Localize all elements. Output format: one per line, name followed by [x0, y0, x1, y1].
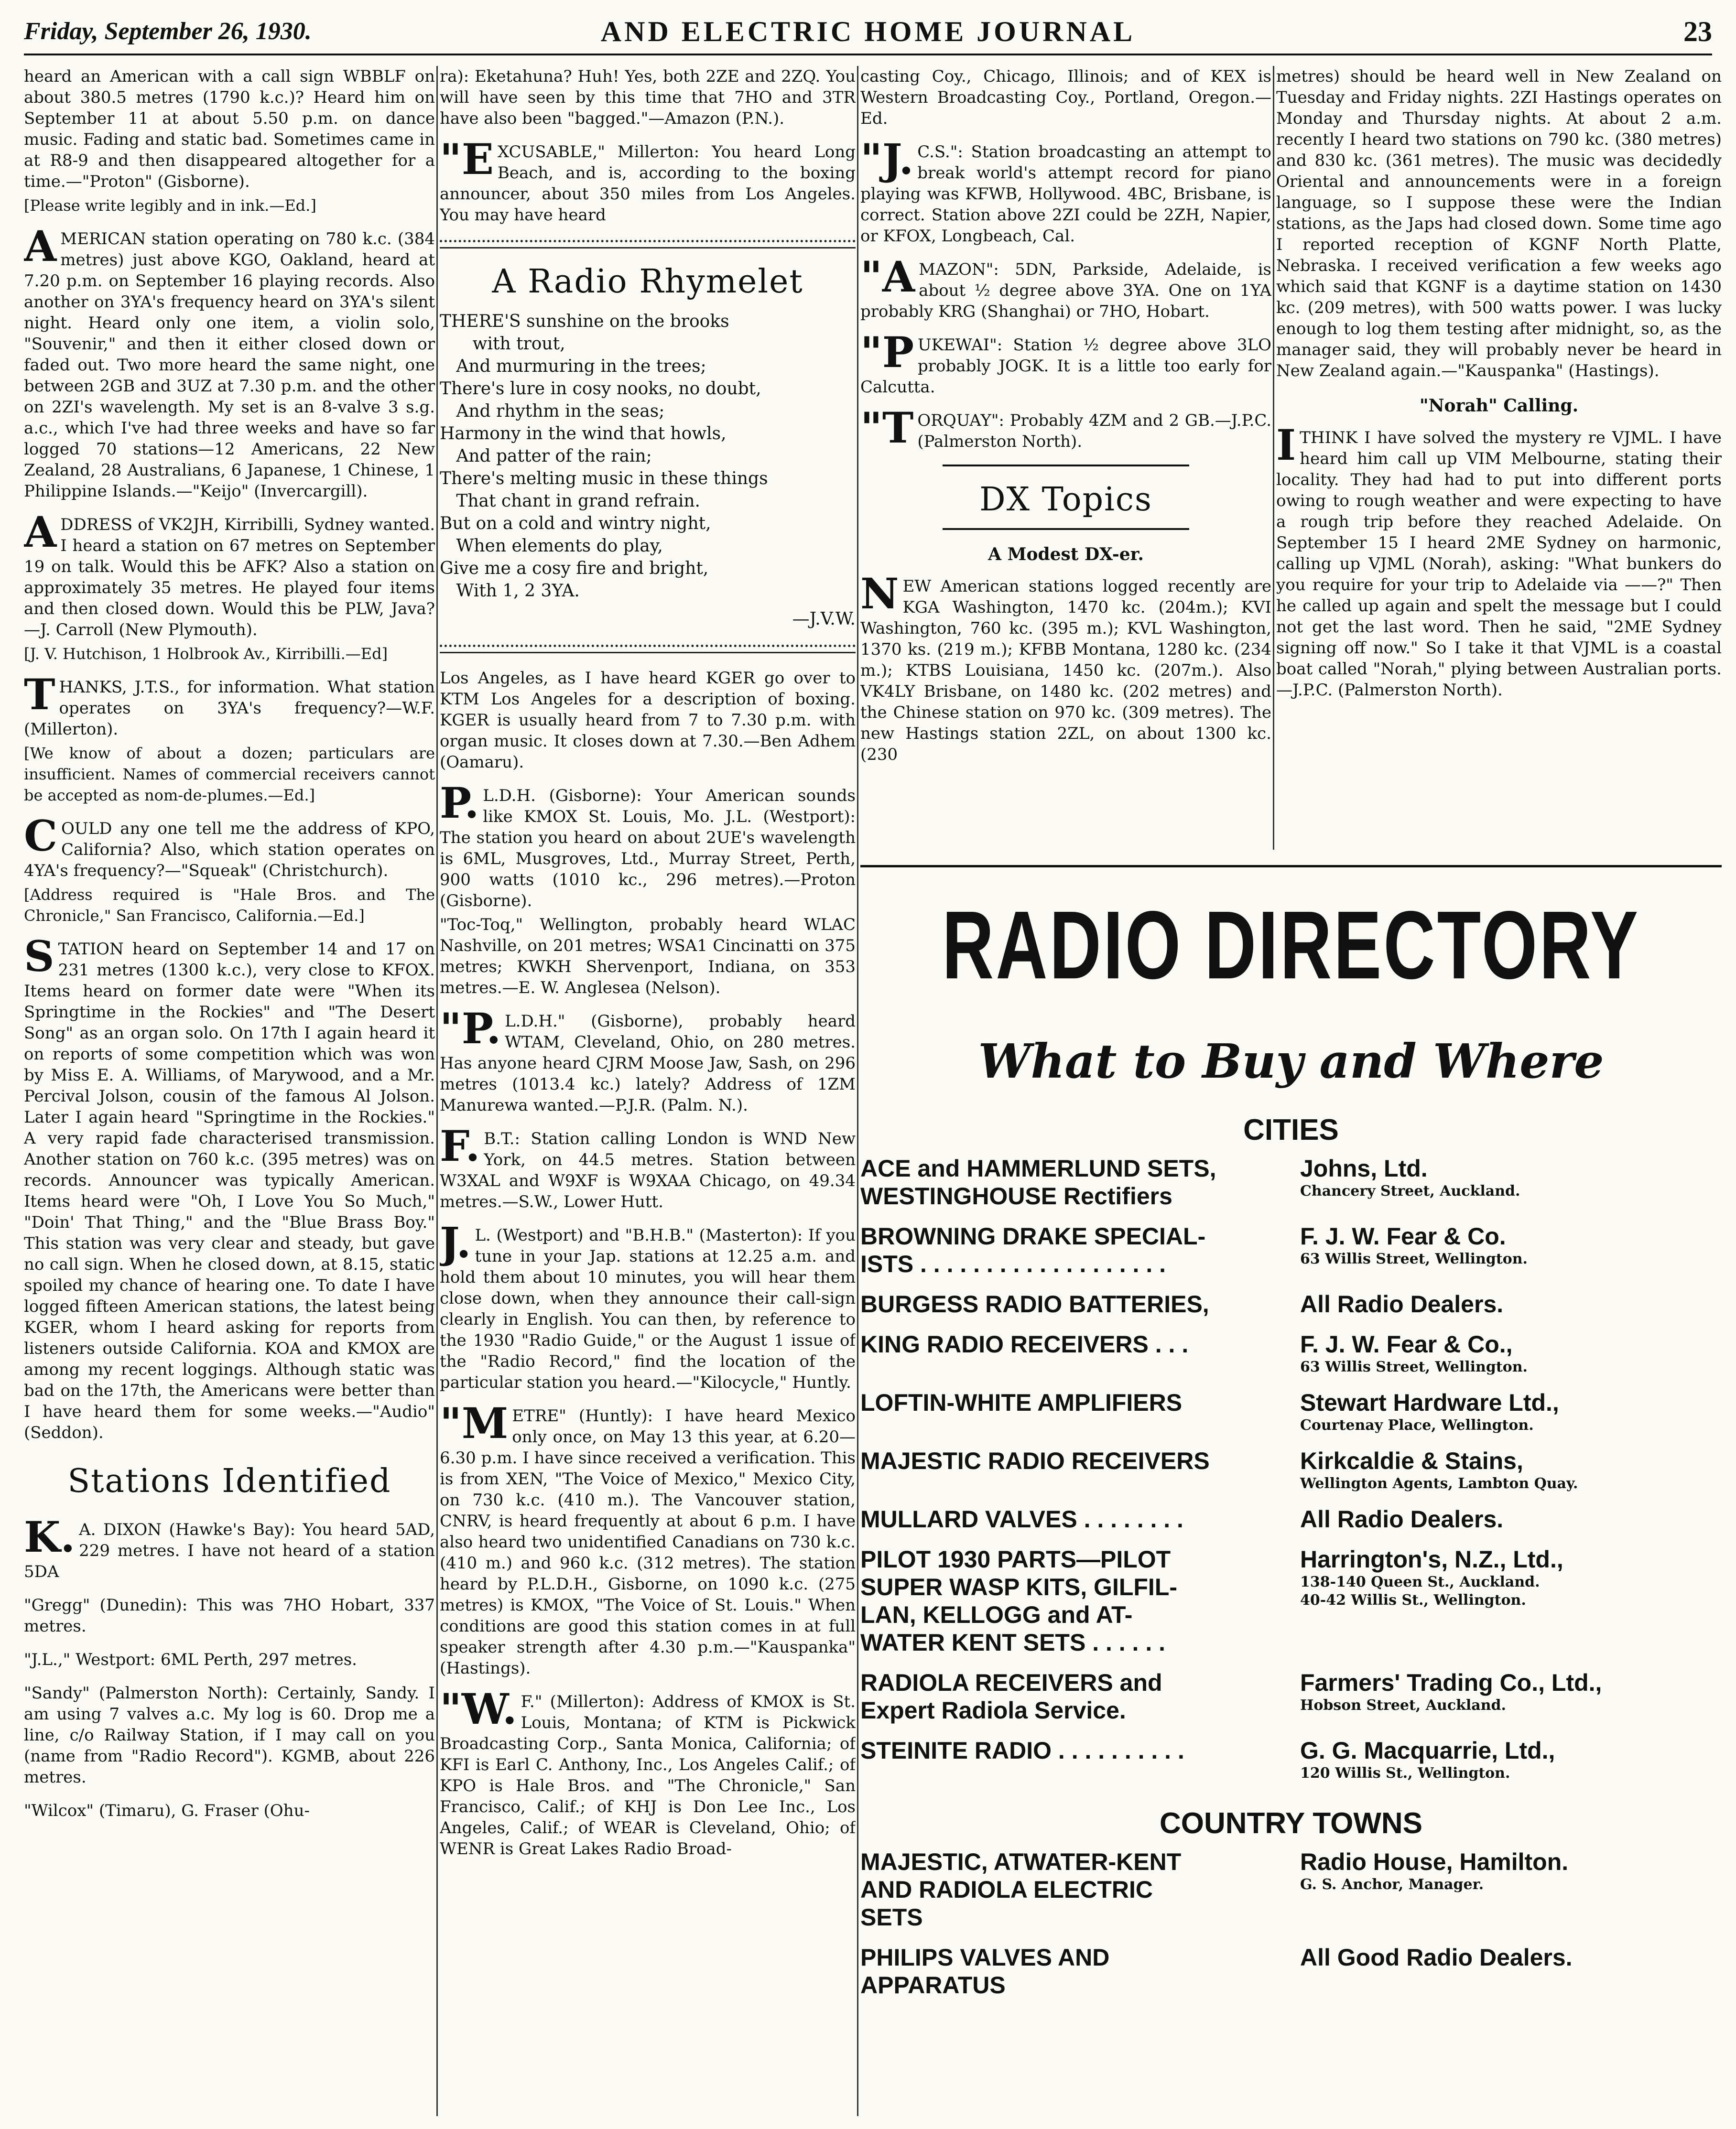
dealer [1286, 1155, 1722, 1210]
directory-entry [860, 1389, 1722, 1435]
column-4 [1276, 66, 1722, 850]
dealer-name: Farmers' Trading Co., Ltd., [1300, 1669, 1602, 1696]
radio-directory [860, 865, 1722, 2119]
dealer [1286, 1389, 1722, 1435]
dealer [1286, 1944, 1722, 1999]
reply: "Toc-Toq," Wellington, probably heard WLAC Nashville, on 201 metres; WSA1 Cincinatti on 375 metres; KWKH Shervenport, Indiana, on 353 metres.—E. W. Anglesea (Nelson). [440, 915, 856, 997]
reply: "W.F." (Millerton): Address of KMOX is St. Louis, Montana; of KTM is Pickwick Broadcasting Corp., Santa Monica, California; of KFI is Earl C. Anthony, Inc., Los Angeles Calif.; of KPO is Hale Bros. and "The Chronicle," San Francisco, Calif.; of KHJ is Don Lee Inc., Los Angeles, Calif.; of WEAR is Cleveland, Ohio; of WENR is Great Lakes Radio Broad- [440, 1684, 856, 1859]
directory-entry [860, 1330, 1722, 1376]
poem-title: A Radio Rhymelet [492, 263, 803, 301]
letter: AMERICAN station operating on 780 k.c. (384 metres) just above KGO, Oakland, heard at 7.20 p.m. on September 16 playing records. Also another on 3YA's frequency heard on 3YA's silent night. Heard only one item, a violin solo, "Souvenir," and then it either closed down or faded out. Two more heard the same night, one between 2GB and 3UZ at 7.30 p.m. and the other on 2ZI's wavelength. My set is an 8-valve 3 s.g. a.c., which I've had three weeks and have so far logged 70 stations—12 Americans, 22 New Zealand, 28 Australians, 6 Japanese, 1 Chinese, 1 Philippine Islands.—"Keijo" (Invercargill). [24, 221, 435, 501]
reply: ra): Eketahuna? Huh! Yes, both 2ZE and 2ZQ. You will have seen by this time that 7HO and 3TR have also been "bagged."—Amazon (P.N.). [440, 67, 856, 128]
article-text: ITHINK I have solved the mystery re VJML. I have heard him call up VIM Melbourne, stating their locality. They had had to put into different ports owing to rough weather and were expecting to have a rough trip before they reached Adelaide. On September 15 I heard 2ME Sydney on harmonic, calling up VJML (Norah), asking: "What bunkers do you require for your trip to Adelaide via ——?" Then he called up again and spelt the message but I could not get the last word. Then he said, "2ME Sydney signing off now." So I take it that VJML is a coastal boat called "Norah," plying between Australian ports.—J.P.C. (Palmerston North). [1276, 420, 1722, 700]
directory-entry [860, 1447, 1722, 1493]
reply: F.B.T.: Station calling London is WND New York, on 44.5 metres. Station between W3XAL and W9XF is W9XAA Chicago, on 49.34 metres.—S.W., Lower Hutt. [440, 1121, 856, 1211]
directory-subtitle: What to Buy and Where [978, 1034, 1604, 1089]
journal-title: AND ELECTRIC HOME JOURNAL [600, 16, 1136, 47]
dealer [1286, 1447, 1722, 1493]
letter: THANKS, J.T.S., for information. What station operates on 3YA's frequency?—W.F. (Millerton). [24, 670, 435, 739]
product-name: MAJESTIC RADIO RECEIVERS [860, 1448, 1210, 1474]
cities-list [860, 1155, 1722, 1783]
article-text: NEW American stations logged recently are KGA Washington, 1470 kc. (204m.); KVI Washington, 760 kc. (395 m.); KVL Washington, 1370 ks. (219 m.); KFBB Montana, 1280 kc. (234 m.); KTBS Louisiana, 1450 kc. (207m.). Also VK4LY Brisbane, on 1480 kc. (202 metres) and the Chinese station on 970 kc. (309 metres). The new Hastings station 2ZL, on about 1300 kc. (230 [860, 569, 1271, 764]
product-name: STEINITE RADIO . . . . . . . . . . [860, 1737, 1184, 1764]
reply: J.L. (Westport) and "B.H.B." (Masterton): If you tune in your Jap. stations at 12.25 a.m. and hold them about 10 minutes, you will hear them close down, when they announce their call-sign clearly in English. You can then, by reference to the 1930 "Radio Guide," or the August 1 issue of the "Radio Record," find the location of the particular station you heard.—"Kilocycle," Huntly. [440, 1218, 856, 1392]
column-1 [24, 66, 435, 2116]
dealer-address: Chancery Street, Auckland. [1300, 1183, 1520, 1200]
poem-line: And murmuring in the trees; [440, 357, 706, 376]
product-name: BURGESS RADIO BATTERIES, [860, 1291, 1209, 1318]
product-name: BROWNING DRAKE SPECIAL- ISTS . . . . . . . . . . . . . . . . . . . [860, 1223, 1206, 1277]
poem-line: Give me a cosy fire and bright, [440, 559, 709, 578]
letter: heard an American with a call sign WBBLF on about 380.5 metres (1790 k.c.)? Heard him on September 11 at about 5.50 p.m. on dance music. Fading and static bad. Sometimes came in at R8-9 and then disappeared altogether for a time.—"Proton" (Gisborne). [24, 67, 435, 191]
product-name: KING RADIO RECEIVERS . . . [860, 1331, 1189, 1358]
reply: "P.L.D.H." (Gisborne), probably heard WTAM, Cleveland, Ohio, on 280 metres. Has anyone heard CJRM Moose Jaw, Sash, on 296 metres (1013.4 kc.) lately? Address of 1ZM Manurewa wanted.—P.J.R. (Palm. N.). [440, 1004, 856, 1115]
dealer [1286, 1848, 1722, 1931]
page-number: 23 [1683, 16, 1712, 47]
dealer-address: 63 Willis Street, Wellington. [1300, 1359, 1528, 1375]
poem-line: There's melting music in these things [440, 469, 768, 488]
poem-line: with trout, [440, 334, 565, 354]
poem-line: That chant in grand refrain. [440, 491, 700, 511]
poem-line: There's lure in cosy nooks, no doubt, [440, 379, 761, 399]
dealer-name: Johns, Ltd. [1300, 1155, 1428, 1182]
dealer-name: F. J. W. Fear & Co., [1300, 1331, 1513, 1358]
dealer-address: Courtenay Place, Wellington. [1300, 1417, 1534, 1434]
product-name: MULLARD VALVES . . . . . . . . [860, 1506, 1183, 1533]
poem-line: And patter of the rain; [440, 446, 652, 466]
dealer [1286, 1737, 1722, 1783]
towns-list [860, 1848, 1722, 1999]
page-header [24, 10, 1712, 55]
column-2 [440, 66, 856, 2116]
poem-line: When elements do play, [440, 536, 663, 556]
ornamental-rule [440, 240, 856, 249]
poem-line: And rhythm in the seas; [440, 401, 665, 421]
article-text: metres) should be heard well in New Zealand on Tuesday and Friday nights. 2ZI Hastings operates on Monday and Thursday nights. At about 2 a.m. recently I heard two stations on 790 kc. (380 metres) and 830 kc. (361 metres). The music was decidedly Oriental and announcements were in a foreign language, so I suppose these were the Indian stations, as the Japs had closed down. Some time ago I reported reception of KGNF North Platte, Nebraska. I received verification a few weeks ago which said that KGNF is a daytime station on 1430 kc. (209 metres), with 500 watts power. I was lucky enough to log them testing after midnight, so, as the manager said, they will probably never be heard in New Zealand again.—"Kauspanka" (Hastings). [1276, 67, 1722, 380]
directory-entry [860, 1222, 1722, 1278]
dealer [1286, 1669, 1722, 1724]
letter: STATION heard on September 14 and 17 on 231 metres (1300 k.c.), very close to KFOX. Items heard on former date were "When its Springtime in the Rockies" and "The Desert Song" as an organ solo. On 17th I again heard it on reports of some competition which was won by Miss E. A. Williams, of Marywood, and a Mr. Percival Jolson, cousin of the famous Al Jolson. Later I again heard "Springtime in the Rockies." A very rapid fade characterised transmission. Another station on 760 k.c. (395 metres) was on records. Announcer was typically American. Items heard were "Oh, I Love You So Much," "Doin' That Thing," and the "Blue Brass Boy." This station was very clear and steady, but gave no call sign. When he closed down, at 8.15, static spoiled my chance of hearing one. To date I have logged fifteen American stations, the latest being KGER, whom I heard asking for reports from listeners outside California. KOA and KMOX are among my recent loggings. Although static was bad on the 17th, the Americans were better than I have heard them for some weeks.—"Audio" (Seddon). [24, 931, 435, 1442]
editor-note: [We know of about a dozen; particulars are insufficient. Names of commercial receivers cannot be accepted as nom-de-plumes.—Ed.] [24, 744, 435, 804]
product-name: MAJESTIC, ATWATER-KENT AND RADIOLA ELECTRIC SETS [860, 1848, 1182, 1931]
letter: ADDRESS of VK2JH, Kirribilli, Sydney wanted. I heard a station on 67 metres on September 19 on talk. Would this be AFK? Also a station on approximately 35 metres. He played four items and then closed down. Would this be PLW, Java?—J. Carroll (New Plymouth). [24, 507, 435, 639]
section-title: Stations Identified [67, 1462, 391, 1500]
product-name: PHILIPS VALVES AND APPARATUS [860, 1944, 1110, 1999]
dealer [1286, 1222, 1722, 1278]
editor-note: [Address required is "Hale Bros. and The Chronicle," San Francisco, California.—Ed.] [24, 886, 435, 925]
reply: "J.L.," Westport: 6ML Perth, 297 metres. [24, 1650, 357, 1669]
directory-entry [860, 1545, 1722, 1656]
subtitle: A Modest DX-er. [988, 544, 1144, 564]
dealer-address: 138-140 Queen St., Auckland. 40-42 Willis St., Wellington. [1300, 1574, 1540, 1609]
reply: "Wilcox" (Timaru), G. Fraser (Ohu- [24, 1801, 310, 1820]
product-name: PILOT 1930 PARTS—PILOT SUPER WASP KITS, GILFIL- LAN, KELLOGG and AT- WATER KENT SETS . . . . . . [860, 1546, 1178, 1656]
poem-line: Harmony in the wind that howls, [440, 424, 727, 443]
poem [440, 310, 856, 630]
dealer [1286, 1505, 1722, 1533]
cities-heading: CITIES [1243, 1113, 1339, 1146]
reply: "METRE" (Huntly): I have heard Mexico only once, on May 13 this year, at 6.20—6.30 p.m. I have since received a verification. This is from XEN, "The Voice of Mexico," Mexico City, on 730 k.c. (410 m.). The Vancouver station, CNRV, is heard frequently at about 6 p.m. I have also heard two unidentified Canadians on 730 k.c. (410 m.) and 960 k.c. (312 metres). The station heard by P.L.D.H., Gisborne, on 1090 k.c. (275 metres) is KMOX, "The Voice of St. Louis." When conditions are good this station comes in at full speaker strength after 4.30 p.m.—"Kauspanka" (Hastings). [440, 1398, 856, 1678]
poem-signature: —J.V.W. [792, 609, 856, 629]
column-rule [436, 66, 438, 2116]
directory-entry [860, 1848, 1722, 1931]
poem-line: But on a cold and wintry night, [440, 514, 711, 533]
reply: casting Coy., Chicago, Illinois; and of KEX is Western Broadcasting Coy., Portland, Oregon.—Ed. [860, 67, 1271, 128]
issue-date: Friday, September 26, 1930. [24, 18, 312, 45]
reply: "Sandy" (Palmerston North): Certainly, Sandy. I am using 7 valves a.c. My log is 60. Drop me a line, c/o Railway Station, if I may call on you (name from "Radio Record"). KGMB, about 226 metres. [24, 1684, 435, 1787]
reply: K.A. DIXON (Hawke's Bay): You heard 5AD, 229 metres. I have not heard of a station 5DA [24, 1512, 435, 1581]
reply: "J.C.S.": Station broadcasting an attempt to break world's attempt record for piano playing was KFWB, Hollywood. 4BC, Brisbane, is correct. Station above 2ZI could be 2ZH, Napier, or KFOX, Longbeach, Cal. [860, 134, 1271, 246]
column-rule [1273, 66, 1274, 850]
section-title: DX Topics [979, 481, 1152, 519]
dealer-address: Hobson Street, Auckland. [1300, 1697, 1506, 1714]
dealer-address: 120 Willis St., Wellington. [1300, 1765, 1510, 1782]
subtitle: "Norah" Calling. [1419, 396, 1579, 416]
product-name: RADIOLA RECEIVERS and Expert Radiola Service. [860, 1669, 1162, 1724]
directory-entry [860, 1290, 1722, 1318]
dealer-address: G. S. Anchor, Manager. [1300, 1876, 1484, 1893]
ornamental-rule [440, 645, 856, 653]
product-name: LOFTIN-WHITE AMPLIFIERS [860, 1389, 1183, 1416]
divider [943, 465, 1189, 466]
reply: "AMAZON": 5DN, Parkside, Adelaide, is about ½ degree above 3YA. One on 1YA probably KRG (Shanghai) or 7HO, Hobart. [860, 252, 1271, 321]
dealer-name: All Radio Dealers. [1300, 1506, 1504, 1533]
letter: COULD any one tell me the address of KPO, California? Also, which station operates on 4YA's frequency?—"Squeak" (Christchurch). [24, 811, 435, 880]
dealer [1286, 1330, 1722, 1376]
column-rule [857, 66, 858, 2116]
poem-line: With 1, 2 3YA. [440, 581, 580, 601]
editor-note: [Please write legibly and in ink.—Ed.] [24, 196, 316, 215]
reply: "PUKEWAI": Station ½ degree above 3LO probably JOGK. It is a little too early for Calcutta. [860, 327, 1271, 397]
divider [943, 528, 1189, 530]
directory-entry [860, 1669, 1722, 1724]
dealer-name: All Good Radio Dealers. [1300, 1944, 1573, 1971]
dealer-name: F. J. W. Fear & Co. [1300, 1223, 1506, 1250]
poem-line: THERE'S sunshine on the brooks [440, 312, 729, 331]
product-name: ACE and HAMMERLUND SETS, WESTINGHOUSE Rectifiers [860, 1155, 1216, 1210]
reply: P.L.D.H. (Gisborne): Your American sounds like KMOX St. Louis, Mo. J.L. (Westport): The station you heard on about 2UE's wavelength is 6ML, Musgroves, Ltd., Murray Street, Perth, 900 watts (1010 kc., 296 metres).—Proton (Gisborne). [440, 778, 856, 910]
directory-entry [860, 1737, 1722, 1783]
dealer [1286, 1290, 1722, 1318]
dealer-name: Kirkcaldie & Stains, [1300, 1448, 1523, 1474]
dealer-name: All Radio Dealers. [1300, 1291, 1504, 1318]
dealer-address: Wellington Agents, Lambton Quay. [1300, 1475, 1578, 1492]
reply: "Gregg" (Dunedin): This was 7HO Hobart, 337 metres. [24, 1596, 435, 1636]
directory-entry [860, 1505, 1722, 1533]
dealer-name: Radio House, Hamilton. [1300, 1848, 1569, 1875]
dealer-name: Harrington's, N.Z., Ltd., [1300, 1546, 1563, 1573]
directory-entry [860, 1155, 1722, 1210]
reply: "EXCUSABLE," Millerton: You heard Long Beach, and is, according to the boxing announcer, about 350 miles from Los Angeles. You may have heard [440, 134, 856, 225]
dealer-name: Stewart Hardware Ltd., [1300, 1389, 1559, 1416]
editor-note: [J. V. Hutchison, 1 Holbrook Av., Kirribilli.—Ed] [24, 645, 388, 663]
reply: "TORQUAY": Probably 4ZM and 2 GB.—J.P.C. (Palmerston North). [860, 403, 1271, 453]
directory-entry [860, 1944, 1722, 1999]
dealer-name: G. G. Macquarrie, Ltd., [1300, 1737, 1555, 1764]
directory-title: RADIO DIRECTORY [942, 890, 1640, 999]
reply: Los Angeles, as I have heard KGER go over to KTM Los Angeles for a description of boxing. KGER is usually heard from 7 to 7.30 p.m. with organ music. It closes down at 7.30.—Ben Adhem (Oamaru). [440, 669, 856, 772]
dealer [1286, 1545, 1722, 1656]
towns-heading: COUNTRY TOWNS [1160, 1807, 1422, 1840]
column-3 [860, 66, 1271, 850]
dealer-address: 63 Willis Street, Wellington. [1300, 1251, 1528, 1267]
